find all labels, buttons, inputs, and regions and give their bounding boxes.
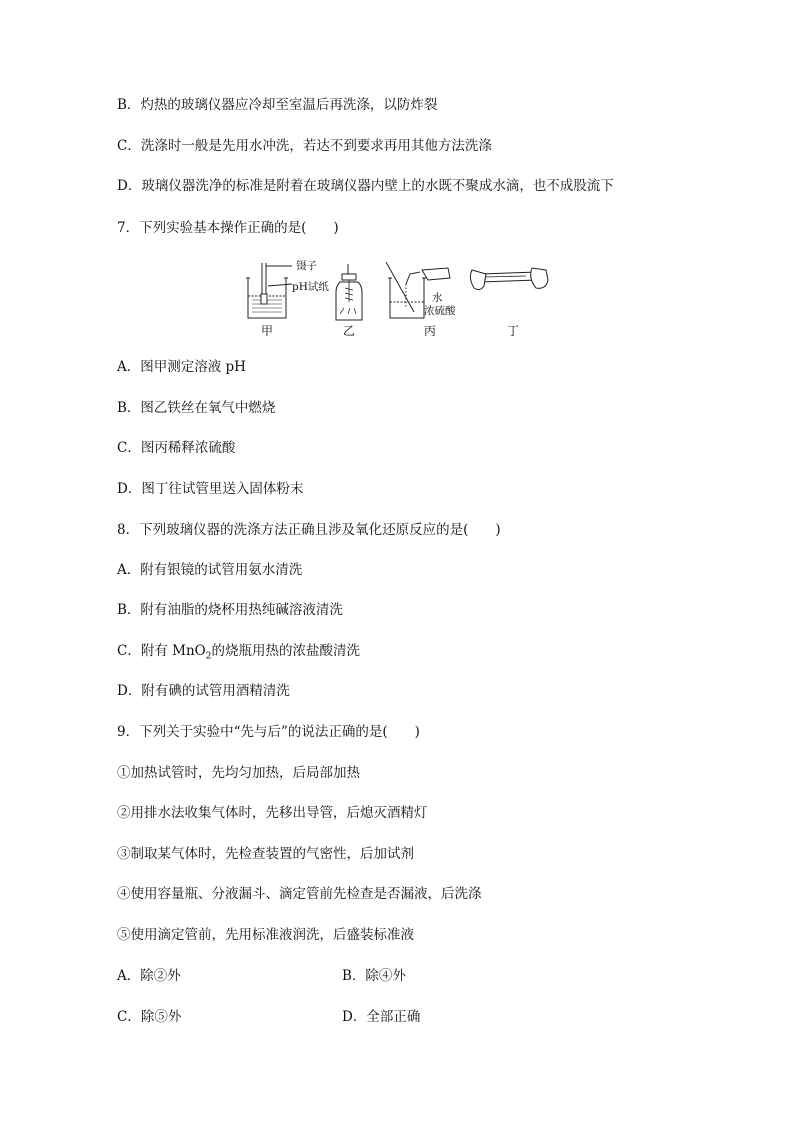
q8-stem: 8．下列玻璃仪器的洗涤方法正确且涉及氧化还原反应的是( ) — [117, 522, 501, 538]
q9-option-b: B．除④外 — [342, 968, 406, 984]
gas-jar-iron-wire-illustration — [336, 264, 362, 320]
q7-option-a: A．图甲测定溶液 pH — [117, 359, 246, 375]
q9-item-4: ④使用容量瓶、分液漏斗、滴定管前先检查是否漏液，后洗涤 — [117, 886, 482, 902]
q6-option-c: C．洗涤时一般是先用水冲洗，若达不到要求再用其他方法洗涤 — [117, 138, 492, 154]
caption-jia: 甲 — [261, 324, 274, 338]
test-tube-trough-illustration — [470, 268, 548, 290]
q8-option-a: A．附有银镜的试管用氨水清洗 — [117, 562, 303, 578]
caption-bing: 丙 — [424, 324, 437, 338]
q9-item-3: ③制取某气体时，先检查装置的气密性，后加试剂 — [117, 846, 414, 862]
q7-option-c: C．图丙稀释浓硫酸 — [117, 440, 236, 456]
beaker-tweezers-illustration — [246, 263, 292, 318]
label-conc-sulfuric-acid: 浓硫酸 — [424, 305, 456, 317]
q8-option-c-subscript: 2 — [205, 651, 212, 662]
q9-item-1: ①加热试管时，先均匀加热，后局部加热 — [117, 765, 360, 781]
caption-ding: 丁 — [507, 324, 520, 338]
q8-option-c — [117, 642, 360, 660]
q8-option-d: D．附有碘的试管用酒精清洗 — [117, 683, 290, 699]
q9-stem: 9．下列关于实验中“先与后”的说法正确的是( ) — [117, 724, 420, 740]
label-tweezers: 镊子 — [296, 260, 317, 272]
q8-option-c-pre: C．附有 MnO — [117, 643, 206, 659]
label-ph-paper: pH试纸 — [292, 281, 329, 293]
q9-item-2: ②用排水法收集气体时，先移出导管，后熄灭酒精灯 — [117, 805, 428, 821]
q9-option-d: D．全部正确 — [342, 1009, 421, 1025]
q7-apparatus-figure — [236, 258, 556, 342]
q6-option-d: D．玻璃仪器洗净的标准是附着在玻璃仪器内壁上的水既不聚成水滴，也不成股流下 — [117, 178, 614, 194]
q9-option-a: A．除②外 — [117, 968, 181, 984]
q7-stem: 7．下列实验基本操作正确的是( ) — [117, 220, 339, 236]
caption-yi: 乙 — [343, 324, 356, 338]
q7-option-d: D．图丁往试管里送入固体粉末 — [117, 481, 304, 497]
q9-item-5: ⑤使用滴定管前，先用标准液润洗，后盛装标准液 — [117, 927, 414, 943]
q8-option-c-post: 的烧瓶用热的浓盐酸清洗 — [211, 643, 360, 659]
label-water: 水 — [432, 292, 443, 304]
q6-option-b: B．灼热的玻璃仪器应冷却至室温后再洗涤，以防炸裂 — [117, 97, 438, 113]
q9-option-c: C．除⑤外 — [117, 1009, 182, 1025]
q7-option-b: B．图乙铁丝在氧气中燃烧 — [117, 400, 276, 416]
q8-option-b: B．附有油脂的烧杯用热纯碱溶液清洗 — [117, 602, 343, 618]
